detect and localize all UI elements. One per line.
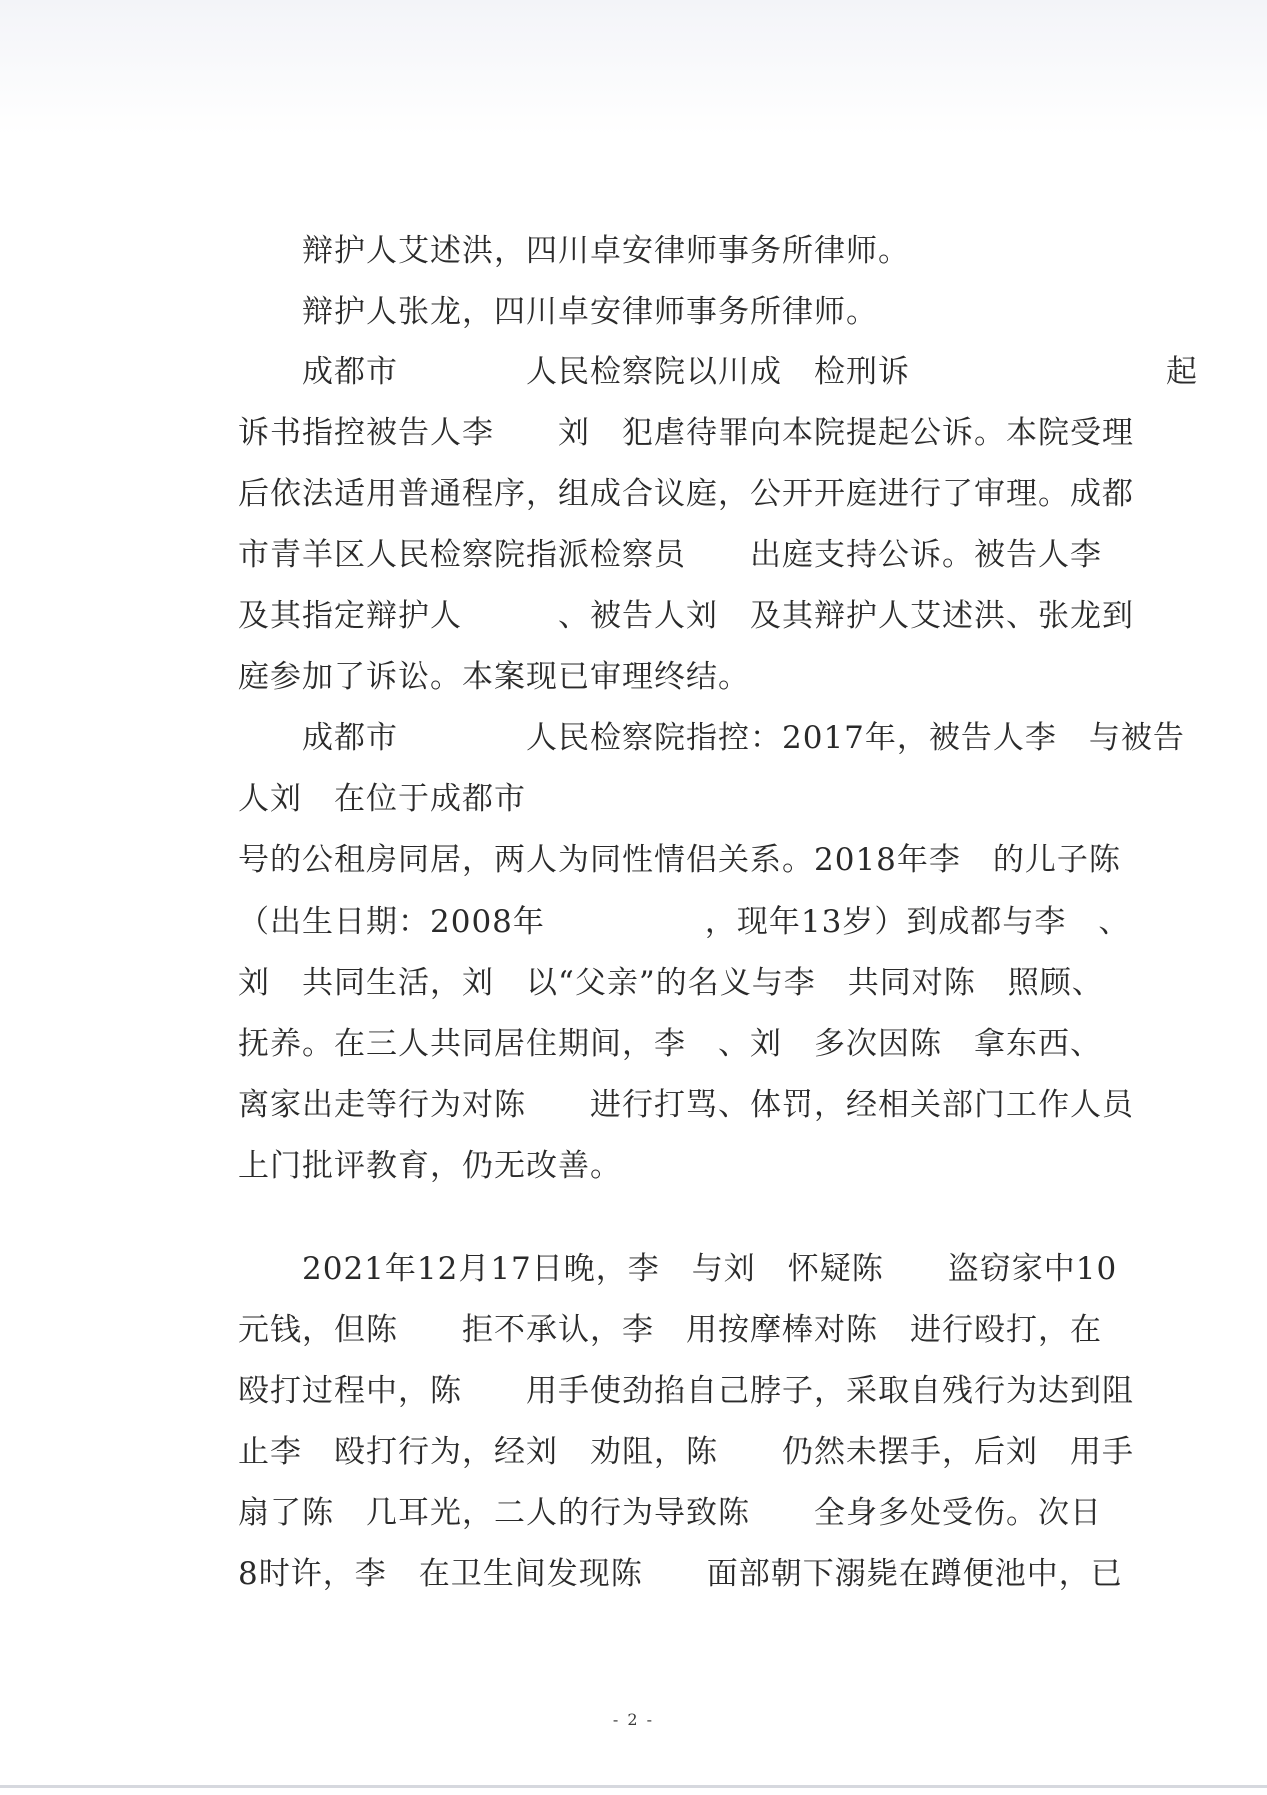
text-line-9: 成都市 人民检察院指控：2017年，被告人李 与被告	[302, 720, 1185, 756]
text-line-14: 抚养。在三人共同居住期间，李 、刘 多次因陈 拿东西、	[238, 1026, 1102, 1062]
text-line-19: 殴打过程中，陈 用手使劲掐自己脖子，采取自残行为达到阻	[238, 1373, 1134, 1409]
text-line-18: 元钱，但陈 拒不承认，李 用按摩棒对陈 进行殴打，在	[238, 1312, 1102, 1348]
text-line-11: 号的公租房同居，两人为同性情侣关系。2018年李 的儿子陈	[238, 842, 1121, 878]
text-line-21: 扇了陈 几耳光，二人的行为导致陈 全身多处受伤。次日	[238, 1495, 1102, 1531]
scan-edge-line	[0, 1785, 1267, 1788]
text-line-7: 及其指定辩护人 、被告人刘 及其辩护人艾述洪、张龙到	[238, 598, 1134, 634]
page-number: - 2 -	[612, 1710, 655, 1729]
text-line-10: 人刘 在位于成都市	[238, 781, 526, 817]
text-line-6: 市青羊区人民检察院指派检察员 出庭支持公诉。被告人李	[238, 537, 1102, 573]
text-line-22: 8时许，李 在卫生间发现陈 面部朝下溺毙在蹲便池中，已	[238, 1556, 1123, 1592]
text-line-15: 离家出走等行为对陈 进行打骂、体罚，经相关部门工作人员	[238, 1087, 1134, 1123]
text-line-3: 成都市 人民检察院以川成 检刑诉 起	[302, 354, 1198, 390]
text-line-8: 庭参加了诉讼。本案现已审理终结。	[238, 659, 750, 695]
text-line-2: 辩护人张龙，四川卓安律师事务所律师。	[302, 294, 878, 330]
text-line-4: 诉书指控被告人李 刘 犯虐待罪向本院提起公诉。本院受理	[238, 415, 1134, 451]
text-line-1: 辩护人艾述洪，四川卓安律师事务所律师。	[302, 233, 910, 269]
text-line-12: （出生日期：2008年 ，现年13岁）到成都与李 、	[238, 904, 1131, 940]
text-line-17: 2021年12月17日晚，李 与刘 怀疑陈 盗窃家中10	[302, 1251, 1118, 1287]
text-line-5: 后依法适用普通程序，组成合议庭，公开开庭进行了审理。成都	[238, 476, 1134, 512]
text-line-16: 上门批评教育，仍无改善。	[238, 1148, 622, 1184]
scan-shading	[0, 0, 1267, 135]
text-line-20: 止李 殴打行为，经刘 劝阻，陈 仍然未摆手，后刘 用手	[238, 1434, 1134, 1470]
text-line-13: 刘 共同生活，刘 以“父亲”的名义与李 共同对陈 照顾、	[238, 965, 1104, 1001]
